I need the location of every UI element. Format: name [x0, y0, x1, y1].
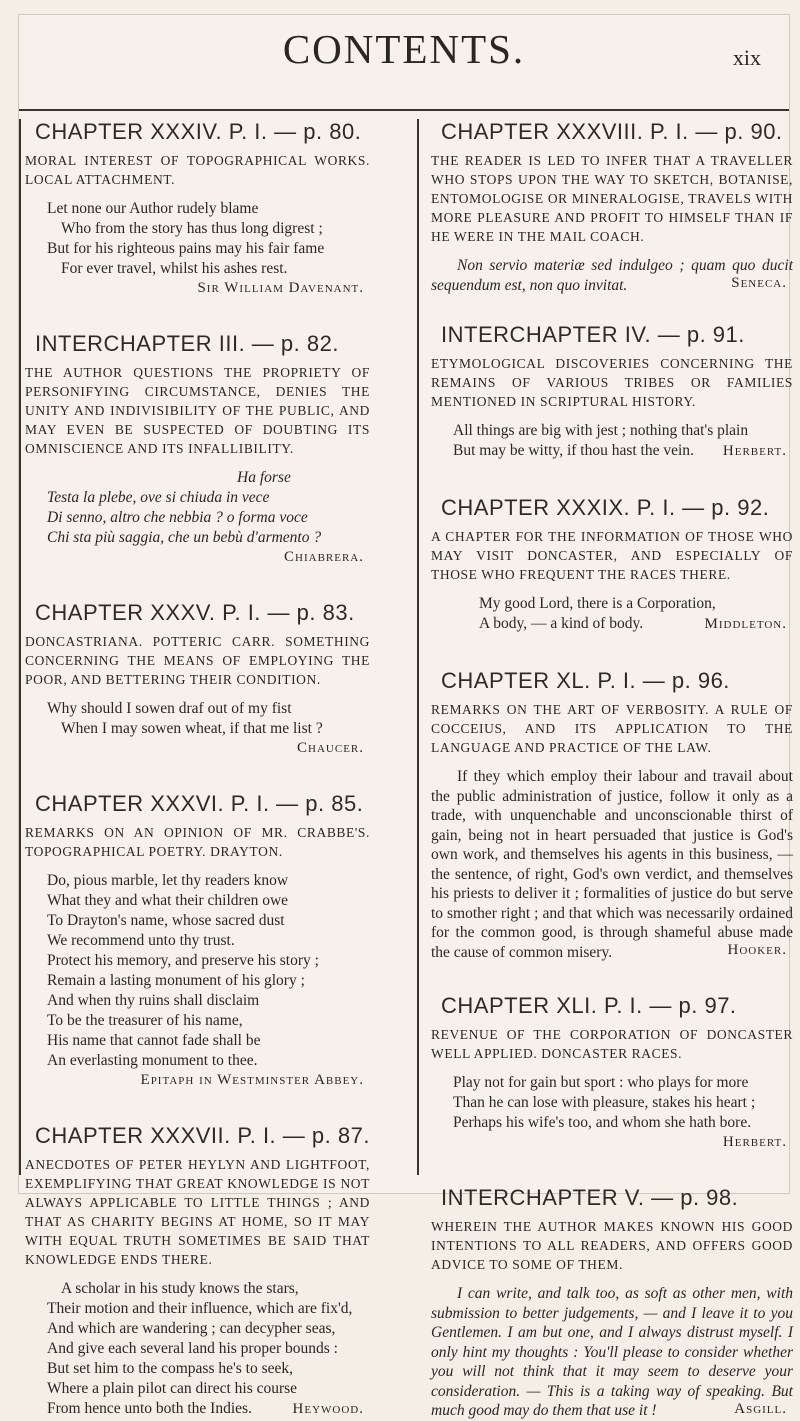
epigraph-line: Ha forse	[237, 469, 291, 486]
chapter-title: INTERCHAPTER V. — p. 98.	[441, 1185, 739, 1210]
chapter-title: CHAPTER XXXVI. P. I. — p. 85.	[35, 791, 364, 816]
epigraph-attribution: Seneca.	[731, 275, 787, 291]
epigraph-line: Why should I sowen draf out of my fist	[47, 700, 292, 717]
epigraph-line: An everlasting monument to thee.	[47, 1052, 258, 1069]
epigraph-line: For ever travel, whilst his ashes rest.	[61, 260, 288, 277]
epigraph-line: Remain a lasting monument of his glory ;	[47, 972, 305, 989]
chapter-title: INTERCHAPTER III. — p. 82.	[35, 331, 339, 356]
chapter-title: CHAPTER XXXVII. P. I. — p. 87.	[35, 1123, 370, 1148]
epigraph-line: We recommend unto thy trust.	[47, 932, 235, 949]
epigraph-last-line	[479, 614, 793, 634]
chapter-description: REVENUE OF THE CORPORATION OF DONCASTER WELL APPLIED. DONCASTER RACES.	[431, 1027, 793, 1061]
epigraph-line: Protect his memory, and preserve his story ;	[47, 952, 319, 969]
chapter-epigraph	[47, 699, 370, 739]
epigraph-line: Di senno, altro che nebbia ? o forma voce	[47, 509, 308, 526]
epigraph-line: To Drayton's name, whose sacred dust	[47, 912, 285, 929]
chapter-description: A CHAPTER FOR THE INFORMATION OF THOSE WHO MAY VISIT DONCASTER, AND ESPECIALLY OF THOSE WHO FREQUENT THE RACES THERE.	[431, 529, 793, 582]
epigraph-line: Perhaps his wife's too, and whom she hath bore.	[453, 1114, 752, 1131]
epigraph-line: But set him to the compass he's to seek,	[47, 1360, 294, 1377]
epigraph-line: Play not for gain but sport : who plays for more	[453, 1074, 749, 1091]
epigraph-attribution: Chiabrera.	[284, 549, 364, 565]
epigraph-line: Than he can lose with pleasure, stakes his heart ;	[453, 1094, 756, 1111]
right-column	[417, 119, 793, 1419]
epigraph-attribution: Herbert.	[722, 1134, 787, 1150]
chapter-epigraph	[479, 594, 793, 634]
chapter-description: DONCASTRIANA. POTTERIC CARR. SOMETHING CONCERNING THE MEANS OF EMPLOYING THE POOR, AND BETTERING THEIR CONDITION.	[25, 634, 370, 687]
epigraph-line: Chi sta più saggia, che un bebù d'armento ?	[47, 529, 322, 546]
chapter-title: CHAPTER XXXIX. P. I. — p. 92.	[441, 495, 770, 520]
epigraph-line: Their motion and their influence, which are fix'd,	[47, 1300, 353, 1317]
chapter-entry	[431, 322, 793, 461]
epigraph-line: Who from the story has thus long digrest ;	[61, 220, 323, 237]
chapter-title: CHAPTER XLI. P. I. — p. 97.	[441, 993, 737, 1018]
epigraph-attribution: Chaucer.	[297, 740, 364, 756]
epigraph-line: And give each several land his proper bounds :	[47, 1340, 338, 1357]
chapter-title: CHAPTER XL. P. I. — p. 96.	[441, 668, 730, 693]
chapter-epigraph: Non servio materiæ sed indulgeo ; quam quo ducit sequendum est, non quo invitat.	[431, 257, 793, 294]
epigraph-attribution: Asgill.	[734, 1400, 787, 1417]
page-title: CONTENTS.	[282, 26, 526, 72]
chapter-title: CHAPTER XXXV. P. I. — p. 83.	[35, 600, 355, 625]
epigraph-line: Do, pious marble, let thy readers know	[47, 872, 289, 889]
epigraph-line: And when thy ruins shall disclaim	[47, 992, 260, 1009]
chapter-entry	[25, 791, 370, 1089]
epigraph-line: To be the treasurer of his name,	[47, 1012, 243, 1029]
epigraph-line: A scholar in his study knows the stars,	[61, 1280, 299, 1297]
epigraph-line: What they and what their children owe	[47, 892, 289, 909]
epigraph-line: My good Lord, there is a Corporation,	[479, 595, 716, 612]
chapter-entry	[431, 993, 793, 1151]
chapter-epigraph	[47, 468, 370, 548]
epigraph-attribution: Herbert.	[722, 443, 787, 459]
chapter-description: REMARKS ON AN OPINION OF MR. CRABBE'S. TOPOGRAPHICAL POETRY. DRAYTON.	[25, 825, 370, 859]
chapter-description: WHEREIN THE AUTHOR MAKES KNOWN HIS GOOD INTENTIONS TO ALL READERS, AND OFFERS GOOD ADVICE TO SOME OF THEM.	[431, 1219, 793, 1272]
epigraph-line: But may be witty, if thou hast the vein.	[453, 442, 694, 459]
left-column	[19, 119, 370, 1417]
epigraph-attribution: Heywood.	[292, 1401, 364, 1417]
epigraph-line: And which are wandering ; can decypher seas,	[47, 1320, 336, 1337]
epigraph-line: His name that cannot fade shall be	[47, 1032, 261, 1049]
chapter-epigraph	[47, 199, 370, 279]
chapter-epigraph	[453, 1073, 793, 1133]
chapter-description: MORAL INTEREST OF TOPOGRAPHICAL WORKS. LOCAL ATTACHMENT.	[25, 153, 370, 187]
epigraph-line: Let none our Author rudely blame	[47, 200, 259, 217]
epigraph-line: When I may sowen wheat, if that me list ?	[61, 720, 323, 737]
epigraph-line: A body, — a kind of body.	[479, 615, 644, 632]
page-header	[19, 15, 789, 111]
epigraph-line: Where a plain pilot can direct his course	[47, 1380, 298, 1397]
chapter-description: THE READER IS LED TO INFER THAT A TRAVELLER WHO STOPS UPON THE WAY TO SKETCH, BOTANISE, ENTOMOLOGISE OR MINERALOGISE, TRAVELS WITH MORE PLEASURE AND PROFIT TO HIMSELF THAN IF HE WERE IN THE MAIL COACH.	[431, 153, 793, 244]
chapter-entry	[25, 331, 370, 566]
chapter-entry	[25, 1123, 370, 1419]
epigraph-line: But for his righteous pains may his fair fame	[47, 240, 325, 257]
epigraph-attribution: Sir William Davenant.	[197, 280, 364, 296]
chapter-epigraph: I can write, and talk too, as soft as other men, with submission to better judgements, — and I leave it to you Gentlemen. I am but one, and I always distrust myself. I only hint my thoughts : You'll please to consider whether you will not think that it may seem to deserve your consideration. — This is a taking way of speaking. But much good may do them that use it !	[431, 1285, 793, 1419]
chapter-entry	[431, 119, 793, 292]
epigraph-line: Testa la plebe, ove si chiuda in vece	[47, 489, 270, 506]
chapter-title: CHAPTER XXXIV. P. I. — p. 80.	[35, 119, 362, 144]
chapter-entry	[431, 1185, 793, 1418]
chapter-epigraph	[453, 421, 793, 461]
chapter-title: INTERCHAPTER IV. — p. 91.	[441, 322, 745, 347]
epigraph-last-line	[453, 441, 793, 461]
epigraph-attribution: Hooker.	[727, 942, 787, 958]
epigraph-line: All things are big with jest ; nothing that's plain	[453, 422, 749, 439]
chapter-entry	[25, 600, 370, 757]
chapter-description: THE AUTHOR QUESTIONS THE PROPRIETY OF PERSONIFYING CIRCUMSTANCE, DENIES THE UNITY AND INDIVISIBILITY OF THE PUBLIC, AND MAY EVEN BE SUSPECTED OF DOUBTING ITS OMNISCIENCE AND ITS INFALLIBILITY.	[25, 365, 370, 456]
chapter-entry	[25, 119, 370, 297]
chapter-epigraph	[47, 1279, 370, 1419]
chapter-title: CHAPTER XXXVIII. P. I. — p. 90.	[441, 119, 783, 144]
chapter-epigraph	[47, 871, 370, 1071]
chapter-description: ANECDOTES OF PETER HEYLYN AND LIGHTFOOT, EXEMPLIFYING THAT GREAT KNOWLEDGE IS NOT ALWAYS APPLICABLE TO LITTLE THINGS ; AND THAT AS CHARITY BEGINS AT HOME, SO IT MAY WITH EQUAL TRUTH SOMETIMES BE SAID THAT KNOWLEDGE ENDS THERE.	[25, 1157, 370, 1267]
epigraph-attribution: Middleton.	[704, 616, 787, 632]
epigraph-last-line	[47, 1399, 370, 1419]
chapter-description: ETYMOLOGICAL DISCOVERIES CONCERNING THE REMAINS OF VARIOUS TRIBES OR FAMILIES MENTIONED IN SCRIPTURAL HISTORY.	[431, 356, 793, 409]
chapter-description: REMARKS ON THE ART OF VERBOSITY. A RULE OF COCCEIUS, AND ITS APPLICATION TO THE LANGUAGE AND PRACTICE OF THE LAW.	[431, 702, 793, 755]
page-number: xix	[732, 45, 761, 70]
chapter-epigraph: If they which employ their labour and travail about the public administration of justice, follow it only as a trade, with unquenchable and unconscionable thirst of gain, being not in heart persuaded that justice is God's own work, and themselves his agents in this business, — the sentence, of right, God's own verdict, and themselves his priests to deliver it ; formalities of justice do but serve to smother right ; and that which was necessarily ordained for the common good, is through shameful abuse made the cause of common misery.	[431, 768, 793, 961]
book-page	[18, 14, 793, 1419]
epigraph-line: From hence unto both the Indies.	[47, 1400, 252, 1417]
epigraph-attribution: Epitaph in Westminster Abbey.	[140, 1072, 364, 1088]
chapter-entry	[431, 668, 793, 959]
chapter-entry	[431, 495, 793, 634]
